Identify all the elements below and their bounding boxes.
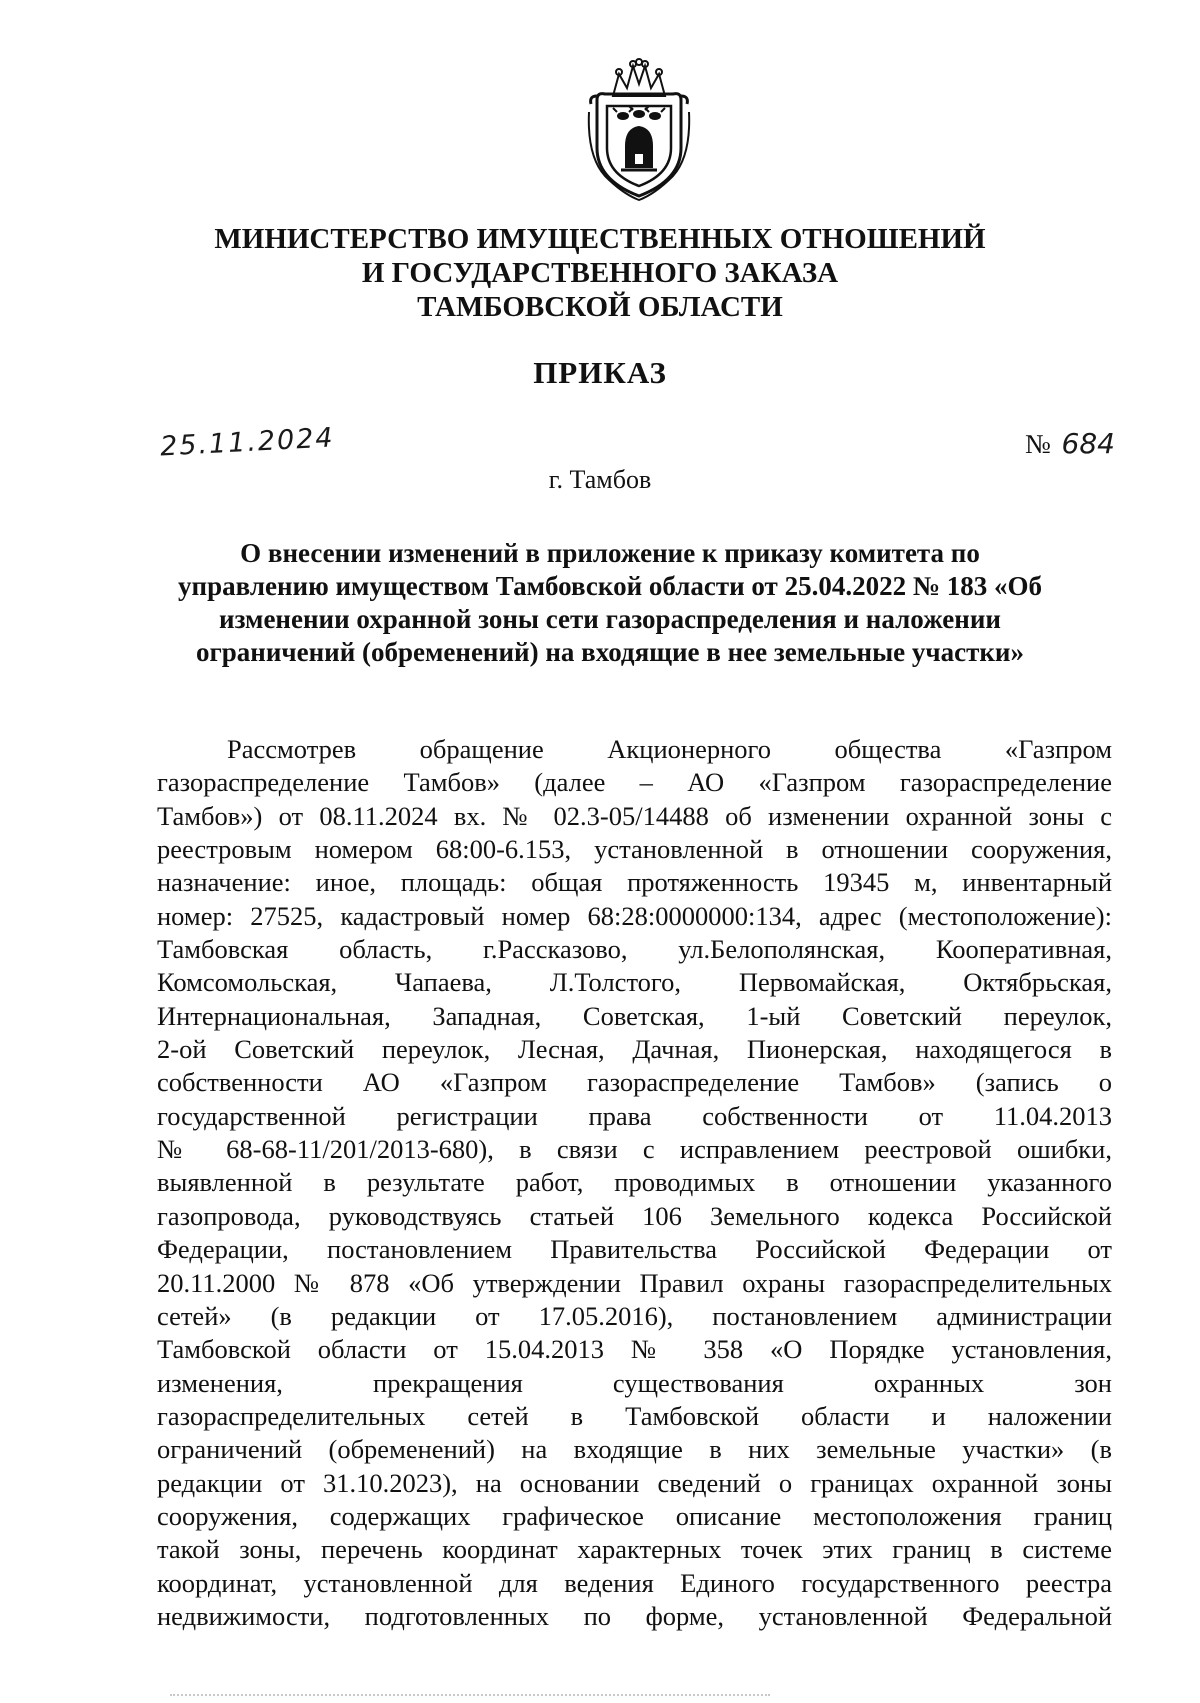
body-line: недвижимости, подготовленных по форме, установленной Федеральной — [157, 1600, 1112, 1631]
subject-line: ограничений (обременений) на входящие в нее земельные участки» — [196, 637, 1024, 667]
body-line: назначение: иное, площадь: общая протяженность 19345 м, инвентарный — [157, 867, 1112, 898]
body-line: государственной регистрации права собственности от 11.04.2013 — [157, 1100, 1112, 1131]
city: г. Тамбов — [548, 465, 652, 494]
body-line: реестровым номером 68:00-6.153, установленной в отношении сооружения, — [157, 834, 1112, 865]
body-line: 20.11.2000 № 878 «Об утверждении Правил охраны газораспределительных — [157, 1267, 1112, 1298]
order-subject — [170, 537, 1050, 669]
body-line: газораспределительных сетей в Тамбовской области и наложении — [157, 1400, 1112, 1431]
ministry-name — [0, 222, 1200, 324]
ministry-line-3: ТАМБОВСКОЙ ОБЛАСТИ — [417, 291, 783, 323]
ministry-line-1: МИНИСТЕРСТВО ИМУЩЕСТВЕННЫХ ОТНОШЕНИЙ — [214, 223, 986, 255]
body-line: редакции от 31.10.2023), на основании сведений о границах охранной зоны — [157, 1467, 1112, 1498]
body-line: номер: 27525, кадастровый номер 68:28:0000000:134, адрес (местоположение): — [157, 900, 1112, 931]
body-line: координат, установленной для ведения Единого государственного реестра — [157, 1567, 1112, 1598]
ministry-line-2: И ГОСУДАРСТВЕННОГО ЗАКАЗА — [361, 257, 839, 289]
body-line: газопровода, руководствуясь статьей 106 Земельного кодекса Российской — [157, 1200, 1112, 1231]
body-line: Интернациональная, Западная, Советская, 1-ый Советский переулок, — [157, 1000, 1112, 1031]
body-line: такой зоны, перечень координат характерных точек этих границ в системе — [157, 1534, 1112, 1565]
handwritten-date: 25.11.2024 — [159, 422, 336, 463]
body-line: сетей» (в редакции от 17.05.2016), постановлением администрации — [157, 1300, 1112, 1331]
tambov-coat-of-arms-icon — [583, 56, 695, 202]
body-line: изменения, прекращения существования охранных зон — [157, 1367, 1112, 1398]
body-line: газораспределение Тамбов» (далее – АО «Газпром газораспределение — [157, 767, 1112, 798]
body-line: Федерации, постановлением Правительства Российской Федерации от — [157, 1234, 1112, 1265]
body-line: ограничений (обременений) на входящие в них земельные участки» (в — [157, 1434, 1112, 1465]
scan-footer-marks — [170, 1688, 770, 1696]
body-paragraph — [157, 733, 1112, 1633]
body-line: Комсомольская, Чапаева, Л.Толстого, Первомайская, Октябрьская, — [157, 967, 1112, 998]
body-line: Рассмотрев обращение Акционерного общества «Газпром — [227, 734, 1112, 764]
subject-line: изменении охранной зоны сети газораспределения и наложении — [219, 604, 1001, 634]
body-line: выявленной в результате работ, проводимых в отношении указанного — [157, 1167, 1112, 1198]
document-type: ПРИКАЗ — [533, 355, 667, 390]
body-line: сооружения, содержащих графическое описание местоположения границ — [157, 1500, 1112, 1531]
handwritten-number: 684 — [1061, 427, 1115, 460]
body-line: Тамбов») от 08.11.2024 вх. № 02.3-05/14488 об изменении охранной зоны с — [157, 800, 1112, 831]
body-line: собственности АО «Газпром газораспределение Тамбов» (запись о — [157, 1067, 1112, 1098]
subject-line: О внесении изменений в приложение к приказу комитета по — [240, 538, 980, 568]
order-number — [1025, 427, 1115, 460]
body-line: Тамбовской области от 15.04.2013 № 358 «О Порядке установления, — [157, 1334, 1112, 1365]
body-line: № 68-68-11/201/2013-680), в связи с исправлением реестровой ошибки, — [157, 1134, 1112, 1165]
body-line: Тамбовская область, г.Рассказово, ул.Белополянская, Кооперативная, — [157, 934, 1112, 965]
number-label: № — [1025, 429, 1051, 459]
subject-line: управлению имуществом Тамбовской области от 25.04.2022 № 183 «Об — [178, 571, 1042, 601]
body-line: 2-ой Советский переулок, Лесная, Дачная, Пионерская, находящегося в — [157, 1034, 1112, 1065]
